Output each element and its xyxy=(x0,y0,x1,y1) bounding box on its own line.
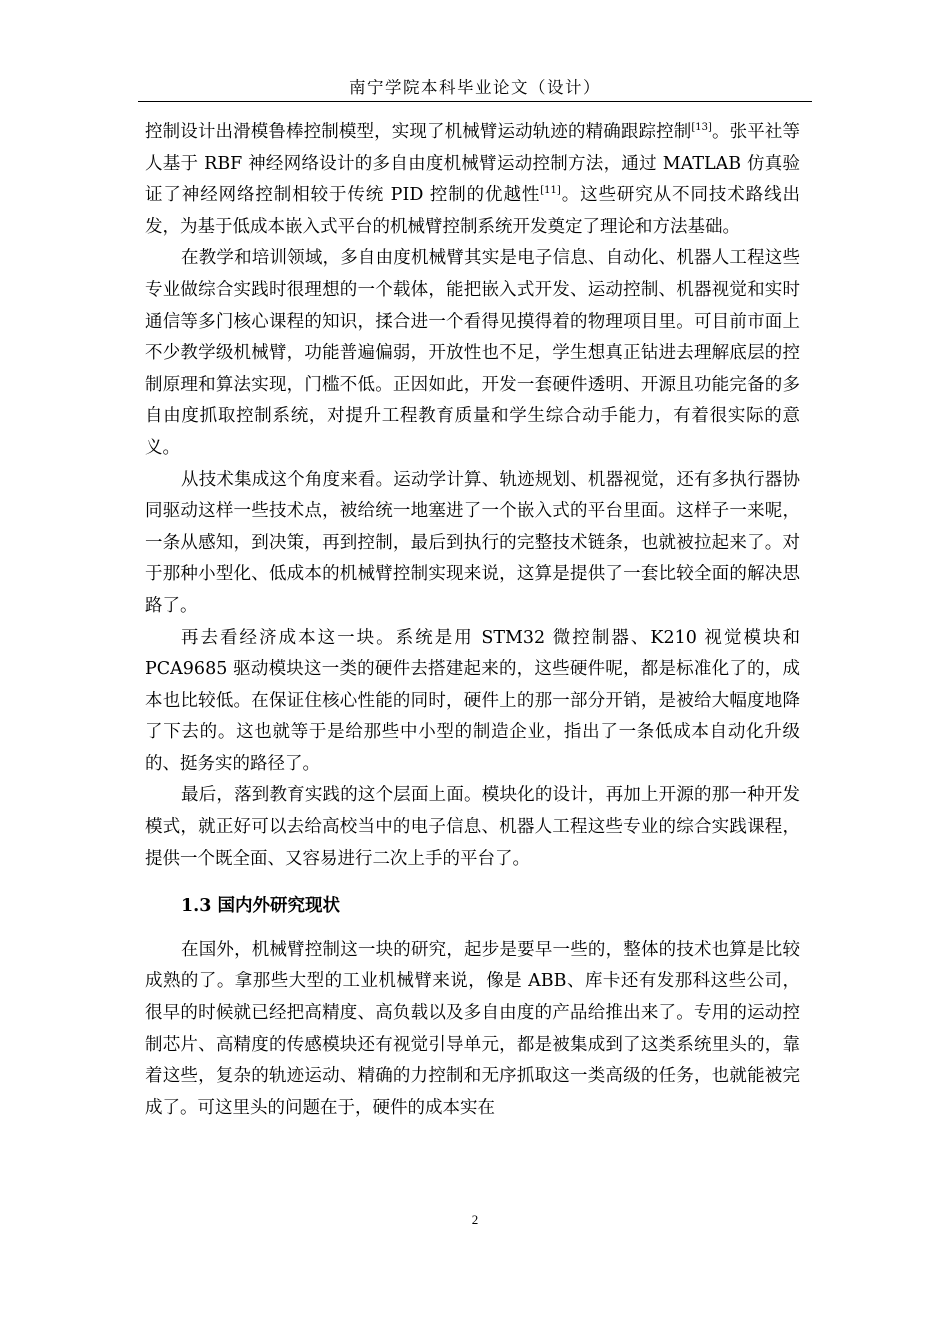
body-text xyxy=(145,117,800,1124)
paragraph: 再去看经济成本这一块。系统是用 STM32 微控制器、K210 视觉模块和 PCA9685 驱动模块这一类的硬件去搭建起来的，这些硬件呢，都是标准化了的，成本也比较低。在保证住核心性能的同时，硬件上的那一部分开销，是被给大幅度地降了下去的。这也就等于是给那些中小型的制造企业，指出了一条低成本自动化升级的、挺务实的路径了。 xyxy=(145,627,800,774)
paragraph-continued xyxy=(145,117,800,243)
section-heading: 1.3 国内外研究现状 xyxy=(181,896,341,917)
paragraph-text: 控制设计出滑模鲁棒控制模型，实现了机械臂运动轨迹的精确跟踪控制 xyxy=(145,122,692,142)
paragraph-text: 。张平社等人基于 RBF 神经网络设计的多自由度机械臂运动控制方法，通过 MATLAB 仿真验证了神经网络控制相较于传统 PID 控制的优越性 xyxy=(145,122,801,206)
paragraph: 最后，落到教育实践的这个层面上面。模块化的设计，再加上开源的那一种开发模式，就正好可以去给高校当中的电子信息、机器人工程这些专业的综合实践课程，提供一个既全面、又容易进行二次上手的平台了。 xyxy=(145,785,800,869)
paragraph: 在国外，机械臂控制这一块的研究，起步是要早一些的，整体的技术也算是比较成熟的了。拿那些大型的工业机械臂来说，像是 ABB、库卡还有发那科这些公司，很早的时候就已经把高精度、高负载以及多自由度的产品给推出来了。专用的运动控制芯片、高精度的传感模块还有视觉引导单元，都是被集成到了这类系统里头的，靠着这些，复杂的轨迹运动、精确的力控制和无序抓取这一类高级的任务，也就能被完成了。可这里头的问题在于，硬件的成本实在 xyxy=(145,939,800,1118)
citation-ref: [11] xyxy=(540,185,561,197)
page-header-title: 南宁学院本科毕业论文（设计） xyxy=(349,78,601,97)
header-rule xyxy=(138,101,812,102)
page-number: 2 xyxy=(471,1212,479,1227)
paragraph: 从技术集成这个角度来看。运动学计算、轨迹规划、机器视觉，还有多执行器协同驱动这样一些技术点，被给统一地塞进了一个嵌入式的平台里面。这样子一来呢，一条从感知，到决策，再到控制，最后到执行的完整技术链条，也就被拉起来了。对于那种小型化、低成本的机械臂控制实现来说，这算是提供了一套比较全面的解决思路了。 xyxy=(145,469,800,616)
citation-ref: [13] xyxy=(691,122,712,134)
paragraph-text: 。这些研究从不同技术路线出发，为基于低成本嵌入式平台的机械臂控制系统开发奠定了理论和方法基础。 xyxy=(145,185,801,237)
paragraph: 在教学和培训领域，多自由度机械臂其实是电子信息、自动化、机器人工程这些专业做综合实践时很理想的一个载体，能把嵌入式开发、运动控制、机器视觉和实时通信等多门核心课程的知识，揉合进一个看得见摸得着的物理项目里。可目前市面上不少教学级机械臂，功能普遍偏弱，开放性也不足，学生想真正钻进去理解底层的控制原理和算法实现，门槛不低。正因如此，开发一套硬件透明、开源且功能完备的多自由度抓取控制系统，对提升工程教育质量和学生综合动手能力，有着很实际的意义。 xyxy=(145,248,800,458)
